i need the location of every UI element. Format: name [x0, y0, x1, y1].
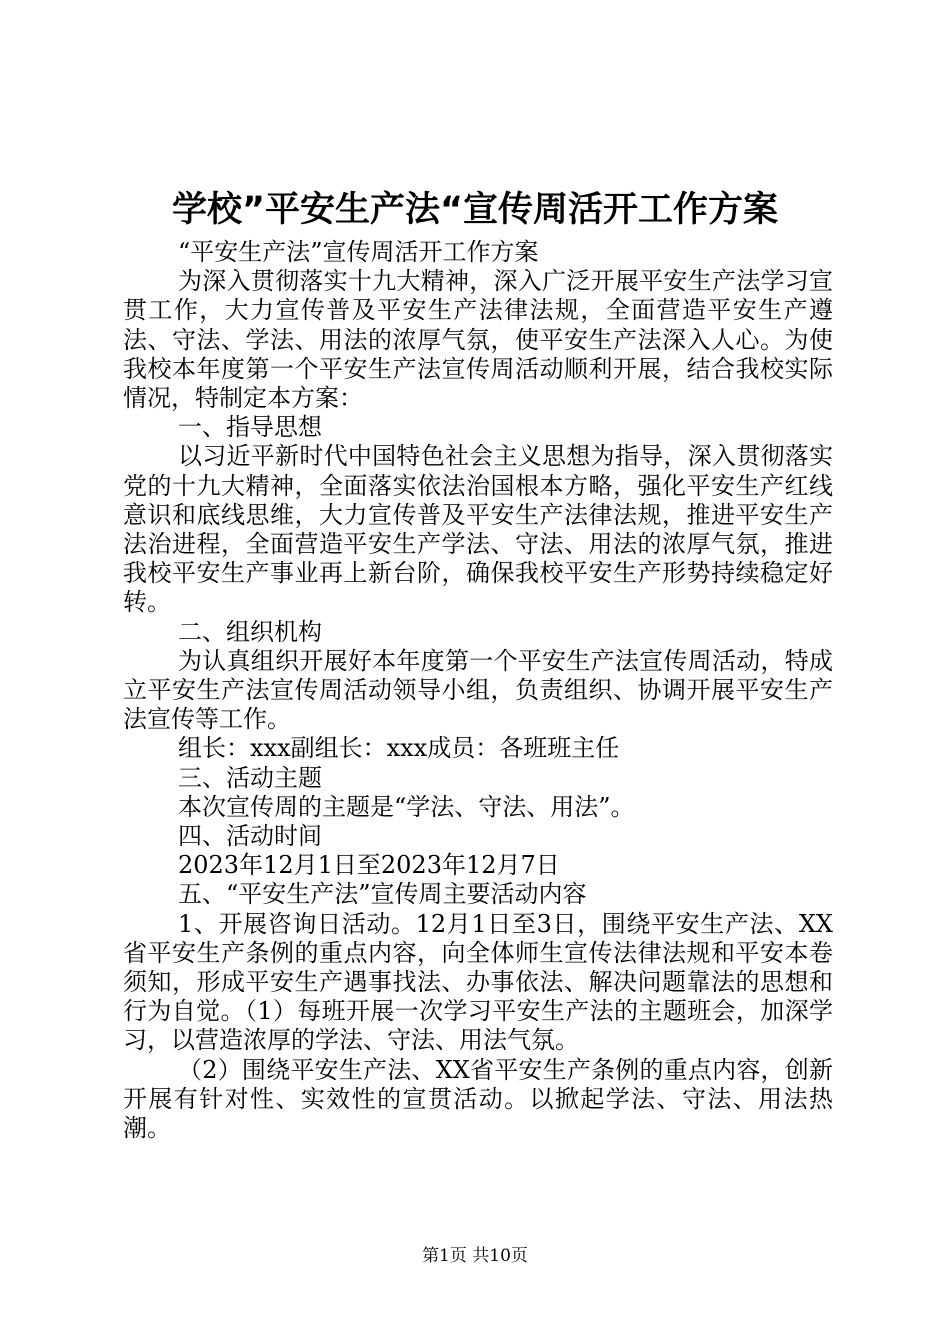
section-heading-guiding-ideology: 一、指导思想 — [178, 413, 322, 442]
paragraph-intro: 为深入贯彻落实十九大精神，深入广泛开展平安生产法学习宣贯工作，大力宣传普及平安生产法律法规，全面营造平安生产遵法、守法、学法、用法的浓厚气氛，使平安生产法深入人心。为使我校本年度第一个平安生产法宣传周活动顺利开展，结合我校实际情况，特制定本方案： — [123, 267, 833, 413]
paragraph-theme: 本次宣传周的主题是“学法、守法、用法”。 — [178, 792, 635, 821]
paragraph-guiding-ideology: 以习近平新时代中国特色社会主义思想为指导，深入贯彻落实党的十九大精神，全面落实依法治国根本方略，强化平安生产红线意识和底线思维，大力宣传普及平安生产法律法规，推进平安生产法治进程，全面营造平安生产学法、守法、用法的浓厚气氛，推进我校平安生产事业再上新台阶，确保我校平安生产形势持续稳定好转。 — [123, 442, 833, 617]
section-heading-theme: 三、活动主题 — [178, 763, 322, 792]
section-heading-time: 四、活动时间 — [178, 822, 322, 851]
document-body — [123, 238, 833, 1143]
section-heading-organization: 二、组织机构 — [178, 617, 322, 646]
paragraph-activity-1: 1、开展咨询日活动。12月1日至3日，围绕平安生产法、XX省平安生产条例的重点内容，向全体师生宣传法律法规和平安本卷须知，形成平安生产遇事找法、办事依法、解决问题靠法的思想和行为自觉。（1）每班开展一次学习平安生产法的主题班会，加深学习，以营造浓厚的学法、守法、用法气氛。 — [123, 909, 833, 1055]
paragraph-members: 组长：xxx副组长：xxx成员：各班班主任 — [178, 734, 620, 763]
paragraph-organization: 为认真组织开展好本年度第一个平安生产法宣传周活动，特成立平安生产法宣传周活动领导小组，负责组织、协调开展平安生产法宣传等工作。 — [123, 646, 833, 734]
paragraph-time: 2023年12月1日至2023年12月7日 — [178, 851, 560, 880]
document-subtitle: “平安生产法”宣传周活开工作方案 — [178, 238, 539, 266]
section-heading-activities: 五、“平安生产法”宣传周主要活动内容 — [178, 880, 587, 909]
page-footer: 第1页 共10页 — [422, 1246, 528, 1266]
document-title: 学校”平安生产法“宣传周活开工作方案 — [171, 190, 778, 230]
paragraph-activity-2: （2）围绕平安生产法、XX省平安生产条例的重点内容，创新开展有针对性、实效性的宣贯活动。以掀起学法、守法、用法热潮。 — [123, 1055, 833, 1143]
